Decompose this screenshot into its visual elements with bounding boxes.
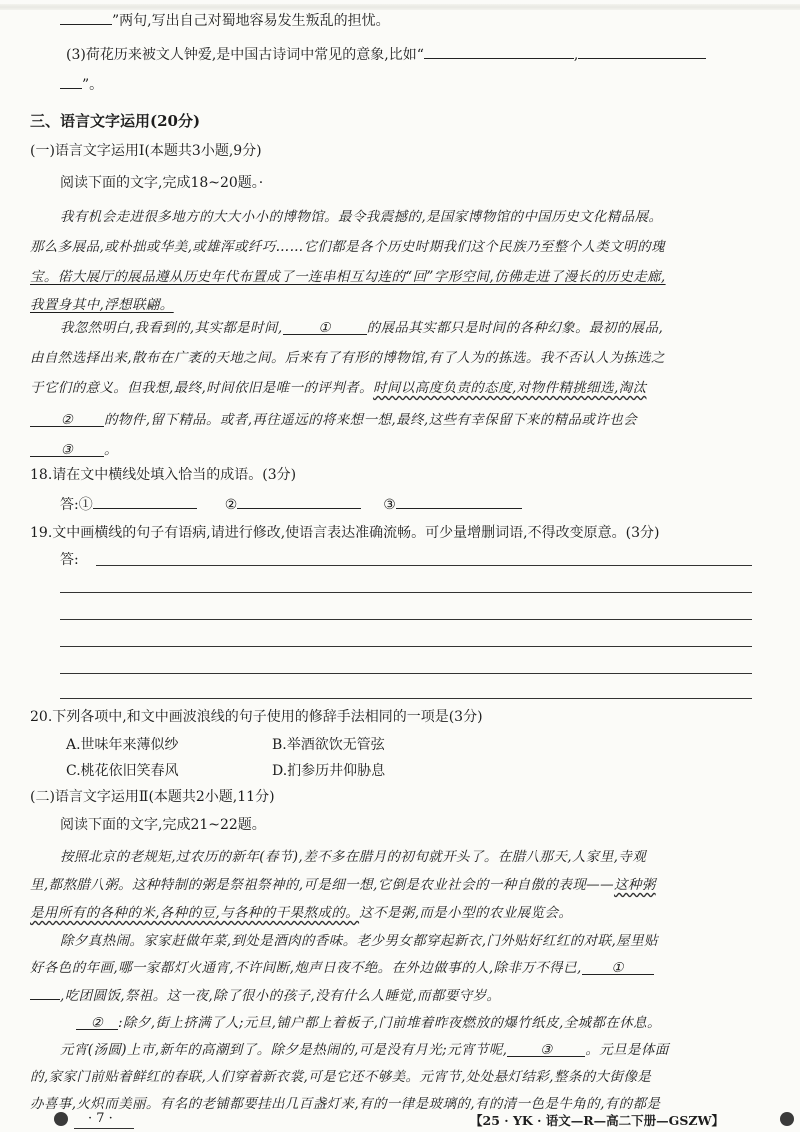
passage2-line: 的,家家门前贴着鲜红的春联,人们穿着新衣裳,可是它还不够美。元宵节,处处悬灯结彩,整条的大街像是 <box>30 1069 652 1085</box>
q20-option-a[interactable]: A.世味年来薄似纱 <box>66 737 179 753</box>
q19-answer-line[interactable] <box>60 646 752 647</box>
passage2-line: 里,都熬腊八粥。这种特制的粥是祭祖祭神的,可是细一想,它倒是农业社会的一种自傲的表现——这种粥 <box>30 877 656 893</box>
passage2-line: 好各色的年画,哪一家都灯火通宵,不许间断,炮声日夜不绝。在外边做事的人,除非万不得已, ① <box>30 956 654 976</box>
passage1-line: 于它们的意义。但我想,最终,时间依旧是唯一的评判者。时间以高度负责的态度,对物件精挑细选,淘汰 <box>30 380 647 396</box>
passage2-blank-1-cont[interactable] <box>30 985 60 1000</box>
blank <box>424 44 574 59</box>
page-number: · 7 · <box>88 1111 113 1126</box>
part2-intro: 阅读下面的文字,完成21~22题。 <box>60 817 266 833</box>
exam-code: 【25 · YK · 语文—R—高二下册—GSZW】 <box>470 1113 725 1128</box>
passage2-blank-2[interactable]: ② <box>76 1015 118 1030</box>
blank <box>578 44 706 59</box>
q19-answer-label: 答: <box>60 552 79 568</box>
passage2-line: 是用所有的各种的米,各种的豆,与各种的干果熬成的。这不是粥,而是小型的农业展览会。 <box>30 905 573 921</box>
q18-blank-1[interactable] <box>93 494 197 509</box>
q19-answer-line[interactable] <box>96 565 752 566</box>
prev-q-line1: ”两句,写出自己对蜀地容易发生叛乱的担忧。 <box>60 10 390 30</box>
passage2-line: 办喜事,火炽而美丽。有名的老铺都要挂出几百盏灯来,有的一律是玻璃的,有的清一色是牛角的,有的都是 <box>30 1096 661 1112</box>
q20-option-c[interactable]: C.桃花依旧笑春风 <box>66 763 179 779</box>
passage2-line: 元宵(汤圆)上市,新年的高潮到了。除夕是热闹的,可是没有月光;元宵节呢, ③ 。元旦是体面 <box>60 1042 669 1058</box>
section-title: 三、语言文字运用(20分) <box>30 112 201 130</box>
passage1-line: 我有机会走进很多地方的大大小小的博物馆。最令我震撼的,是国家博物馆的中国历史文化精品展。 <box>60 209 663 225</box>
answer-blank-2[interactable]: ② <box>30 412 104 427</box>
passage1-line: ③ 。 <box>30 438 118 458</box>
passage1-line: 我置身其中,浮想联翩。 <box>30 297 174 313</box>
q18-blank-2[interactable] <box>237 494 361 509</box>
part2-title: (二)语言文字运用Ⅱ(本题共2小题,11分) <box>30 789 275 805</box>
q19-answer-line[interactable] <box>60 619 752 620</box>
part1-intro: 阅读下面的文字,完成18~20题。· <box>60 175 264 191</box>
q19-answer-line[interactable] <box>60 698 752 699</box>
prev-q-line2: (3)荷花历来被文人钟爱,是中国古诗词中常见的意象,比如“ , <box>66 44 706 64</box>
part1-title: (一)语言文字运用Ⅰ(本题共3小题,9分) <box>30 143 262 159</box>
blank <box>60 74 82 89</box>
passage1-line: 我忽然明白,我看到的,其实都是时间, ① 的展品其实都只是时间的各种幻象。最初的展品, <box>60 320 664 336</box>
passage1-line: 由自然选择出来,散布在广袤的天地之间。后来有了有形的博物馆,有了人为的拣选。我不否认人为拣选之 <box>30 350 665 366</box>
passage2-blank-3[interactable]: ③ <box>507 1042 585 1057</box>
q20-option-d[interactable]: D.扪参历井仰胁息 <box>272 763 386 779</box>
answer-blank-1[interactable]: ① <box>283 320 367 335</box>
passage2-line: ② :除夕,街上挤满了人;元旦,铺户都上着板子,门前堆着昨夜燃放的爆竹纸皮,全城都在休息。 <box>76 1011 661 1031</box>
passage2-line: ,吃团圆饭,祭祖。这一夜,除了很小的孩子,没有什么人睡觉,而都要守岁。 <box>30 984 500 1004</box>
binding-hole-icon <box>54 1112 68 1126</box>
q18-blank-3[interactable] <box>396 494 522 509</box>
q19-text: 19.文中画横线的句子有语病,请进行修改,使语言表达准确流畅。可少量增删词语,不得改变原意。(3分) <box>30 525 660 541</box>
passage1-line: 宝。偌大展厅的展品遵从历史年代布置成了一连串相互勾连的“回”字形空间,仿佛走进了漫长的历史走廊, <box>30 269 666 285</box>
prev-q-line3: ”。 <box>60 74 103 94</box>
q20-text: 20.下列各项中,和文中画波浪线的句子使用的修辞手法相同的一项是(3分) <box>30 709 483 725</box>
q19-answer-line[interactable] <box>60 592 752 593</box>
blank <box>60 10 112 25</box>
q19-answer-line[interactable] <box>60 673 752 674</box>
q20-option-b[interactable]: B.举酒欲饮无管弦 <box>272 737 385 753</box>
binding-hole-icon <box>780 1112 794 1126</box>
passage2-line: 按照北京的老规矩,过农历的新年(春节),差不多在腊月的初旬就开头了。在腊八那天,人家里,寺观 <box>60 849 647 865</box>
passage2-line: 除夕真热闹。家家赶做年菜,到处是酒肉的香味。老少男女都穿起新衣,门外贴好红红的对联,屋里贴 <box>60 933 658 949</box>
passage1-line: 那么多展品,或朴拙或华美,或雄浑或纤巧……它们都是各个历史时期我们这个民族乃至整个人类文明的瑰 <box>30 239 665 255</box>
page-number-rule <box>74 1128 134 1129</box>
passage2-blank-1[interactable]: ① <box>582 960 654 975</box>
q18-answer: 答:① ② ③ <box>60 494 522 514</box>
passage1-line: ② 的物件,留下精品。或者,再往遥远的将来想一想,最终,这些有幸保留下来的精品或许也会 <box>30 408 637 428</box>
q18-text: 18.请在文中横线处填入恰当的成语。(3分) <box>30 467 297 483</box>
answer-blank-3[interactable]: ③ <box>30 442 104 457</box>
